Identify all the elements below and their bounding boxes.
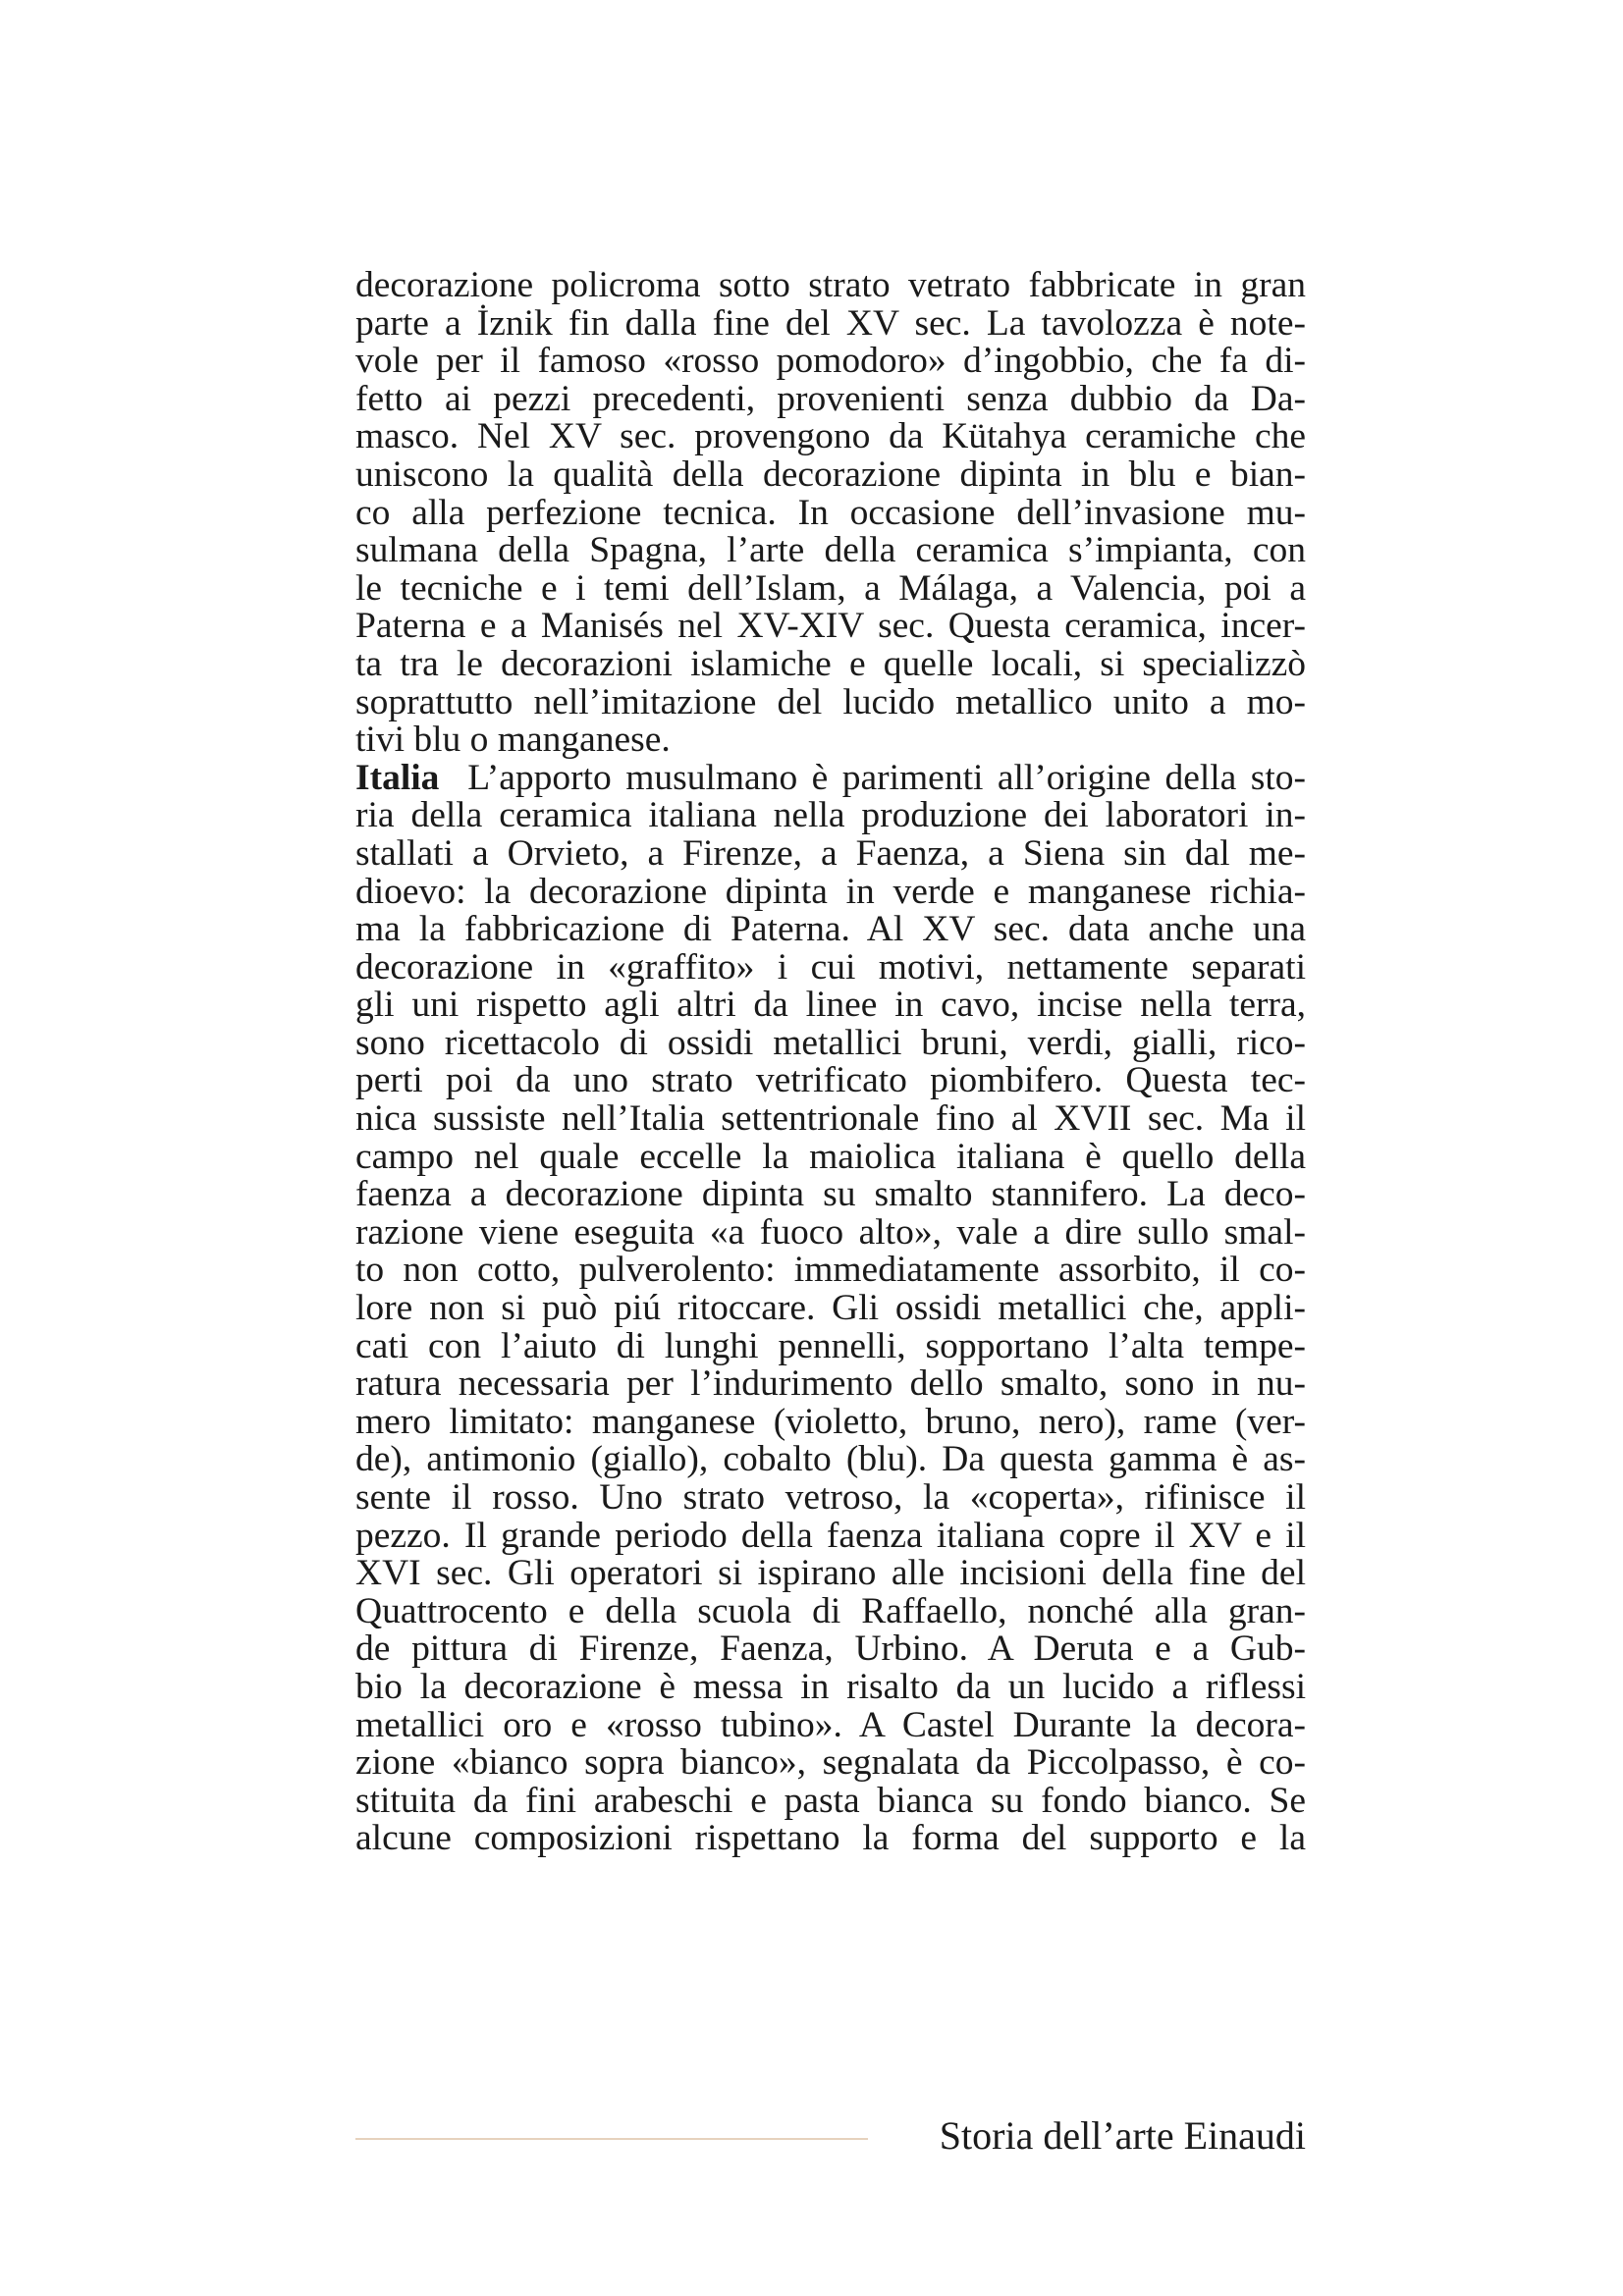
text-line: to non cotto, pulverolento: immediatamente assorbito, il co- — [355, 1250, 1306, 1291]
text-line: dioevo: la decorazione dipinta in verde e manganese richia- — [355, 871, 1306, 912]
section-first-line-text: L’apporto musulmano è parimenti all’origine della sto- — [467, 757, 1306, 798]
text-line: Paterna e a Manisés nel XV-XIV sec. Questa ceramica, incer- — [355, 606, 1306, 647]
text-line: vole per il famoso «rosso pomodoro» d’ingobbio, che fa di- — [355, 341, 1306, 382]
text-line: tivi blu o manganese. — [355, 720, 671, 761]
text-line: cati con l’aiuto di lunghi pennelli, sopportano l’alta tempe- — [355, 1325, 1306, 1366]
text-line: perti poi da uno strato vetrificato piombifero. Questa tec- — [355, 1060, 1306, 1101]
text-line: decorazione policroma sotto strato vetrato fabbricate in gran — [355, 265, 1306, 305]
text-line: ria della ceramica italiana nella produzione dei laboratori in- — [355, 795, 1306, 836]
text-line: ma la fabbricazione di Paterna. Al XV sec. data anche una — [355, 909, 1306, 950]
text-line: sente il rosso. Uno strato vetroso, la «coperta», rifinisce il — [355, 1477, 1306, 1518]
section-first-line — [355, 757, 1306, 798]
text-line: soprattutto nell’imitazione del lucido metallico unito a mo- — [355, 681, 1306, 722]
text-line: masco. Nel XV sec. provengono da Kütahya ceramiche che — [355, 416, 1306, 457]
text-line: stallati a Orvieto, a Firenze, a Faenza, a Siena sin dal me- — [355, 832, 1306, 874]
text-line: sulmana della Spagna, l’arte della ceramica s’impianta, con — [355, 530, 1306, 571]
text-line: nica sussiste nell’Italia settentrionale fino al XVII sec. Ma il — [355, 1098, 1306, 1140]
text-line: co alla perfezione tecnica. In occasione dell’invasione mu- — [355, 492, 1306, 533]
text-line: bio la decorazione è messa in risalto da un lucido a riflessi — [355, 1666, 1306, 1707]
footer-rule — [355, 2138, 868, 2140]
text-line: le tecniche e i temi dell’Islam, a Málaga, a Valencia, poi a — [355, 567, 1306, 609]
text-line: metallici oro e «rosso tubino». A Castel Durante la decora- — [355, 1704, 1306, 1745]
text-line: Quattrocento e della scuola di Raffaello, nonché alla gran- — [355, 1590, 1306, 1631]
footer-title: Storia dell’arte Einaudi — [939, 2113, 1306, 2158]
text-line: parte a İznik fin dalla fine del XV sec. La tavolozza è note- — [355, 302, 1306, 344]
text-line: stituita da fini arabeschi e pasta bianca su fondo bianco. Se — [355, 1780, 1306, 1821]
text-line: ratura necessaria per l’indurimento dello smalto, sono in nu- — [355, 1363, 1306, 1405]
text-line: decorazione in «graffito» i cui motivi, nettamente separati — [355, 946, 1306, 988]
text-line: alcune composizioni rispettano la forma del supporto e la — [355, 1818, 1306, 1859]
text-line: gli uni rispetto agli altri da linee in cavo, incise nella terra, — [355, 985, 1306, 1026]
body-text — [355, 267, 1306, 1858]
section-heading: Italia — [355, 757, 440, 798]
text-line: lore non si può piú ritoccare. Gli ossidi metallici che, appli- — [355, 1288, 1306, 1329]
text-line: fetto ai pezzi precedenti, provenienti senza dubbio da Da- — [355, 378, 1306, 419]
text-line: de pittura di Firenze, Faenza, Urbino. A Deruta e a Gub- — [355, 1629, 1306, 1670]
text-line: pezzo. Il grande periodo della faenza italiana copre il XV e il — [355, 1515, 1306, 1556]
text-line: faenza a decorazione dipinta su smalto stannifero. La deco- — [355, 1174, 1306, 1215]
text-line: uniscono la qualità della decorazione dipinta in blu e bian- — [355, 454, 1306, 495]
text-line: XVI sec. Gli operatori si ispirano alle incisioni della fine del — [355, 1553, 1306, 1594]
text-line: zione «bianco sopra bianco», segnalata da Piccolpasso, è co- — [355, 1742, 1306, 1784]
text-line: mero limitato: manganese (violetto, bruno, nero), rame (ver- — [355, 1401, 1306, 1442]
text-line: ta tra le decorazioni islamiche e quelle locali, si specializzò — [355, 643, 1306, 684]
text-line: campo nel quale eccelle la maiolica italiana è quello della — [355, 1136, 1306, 1177]
text-line: razione viene eseguita «a fuoco alto», vale a dire sullo smal- — [355, 1211, 1306, 1253]
page-footer — [355, 2112, 1306, 2162]
text-line: de), antimonio (giallo), cobalto (blu). Da questa gamma è as- — [355, 1439, 1306, 1480]
text-line: sono ricettacolo di ossidi metallici bruni, verdi, gialli, rico- — [355, 1022, 1306, 1063]
